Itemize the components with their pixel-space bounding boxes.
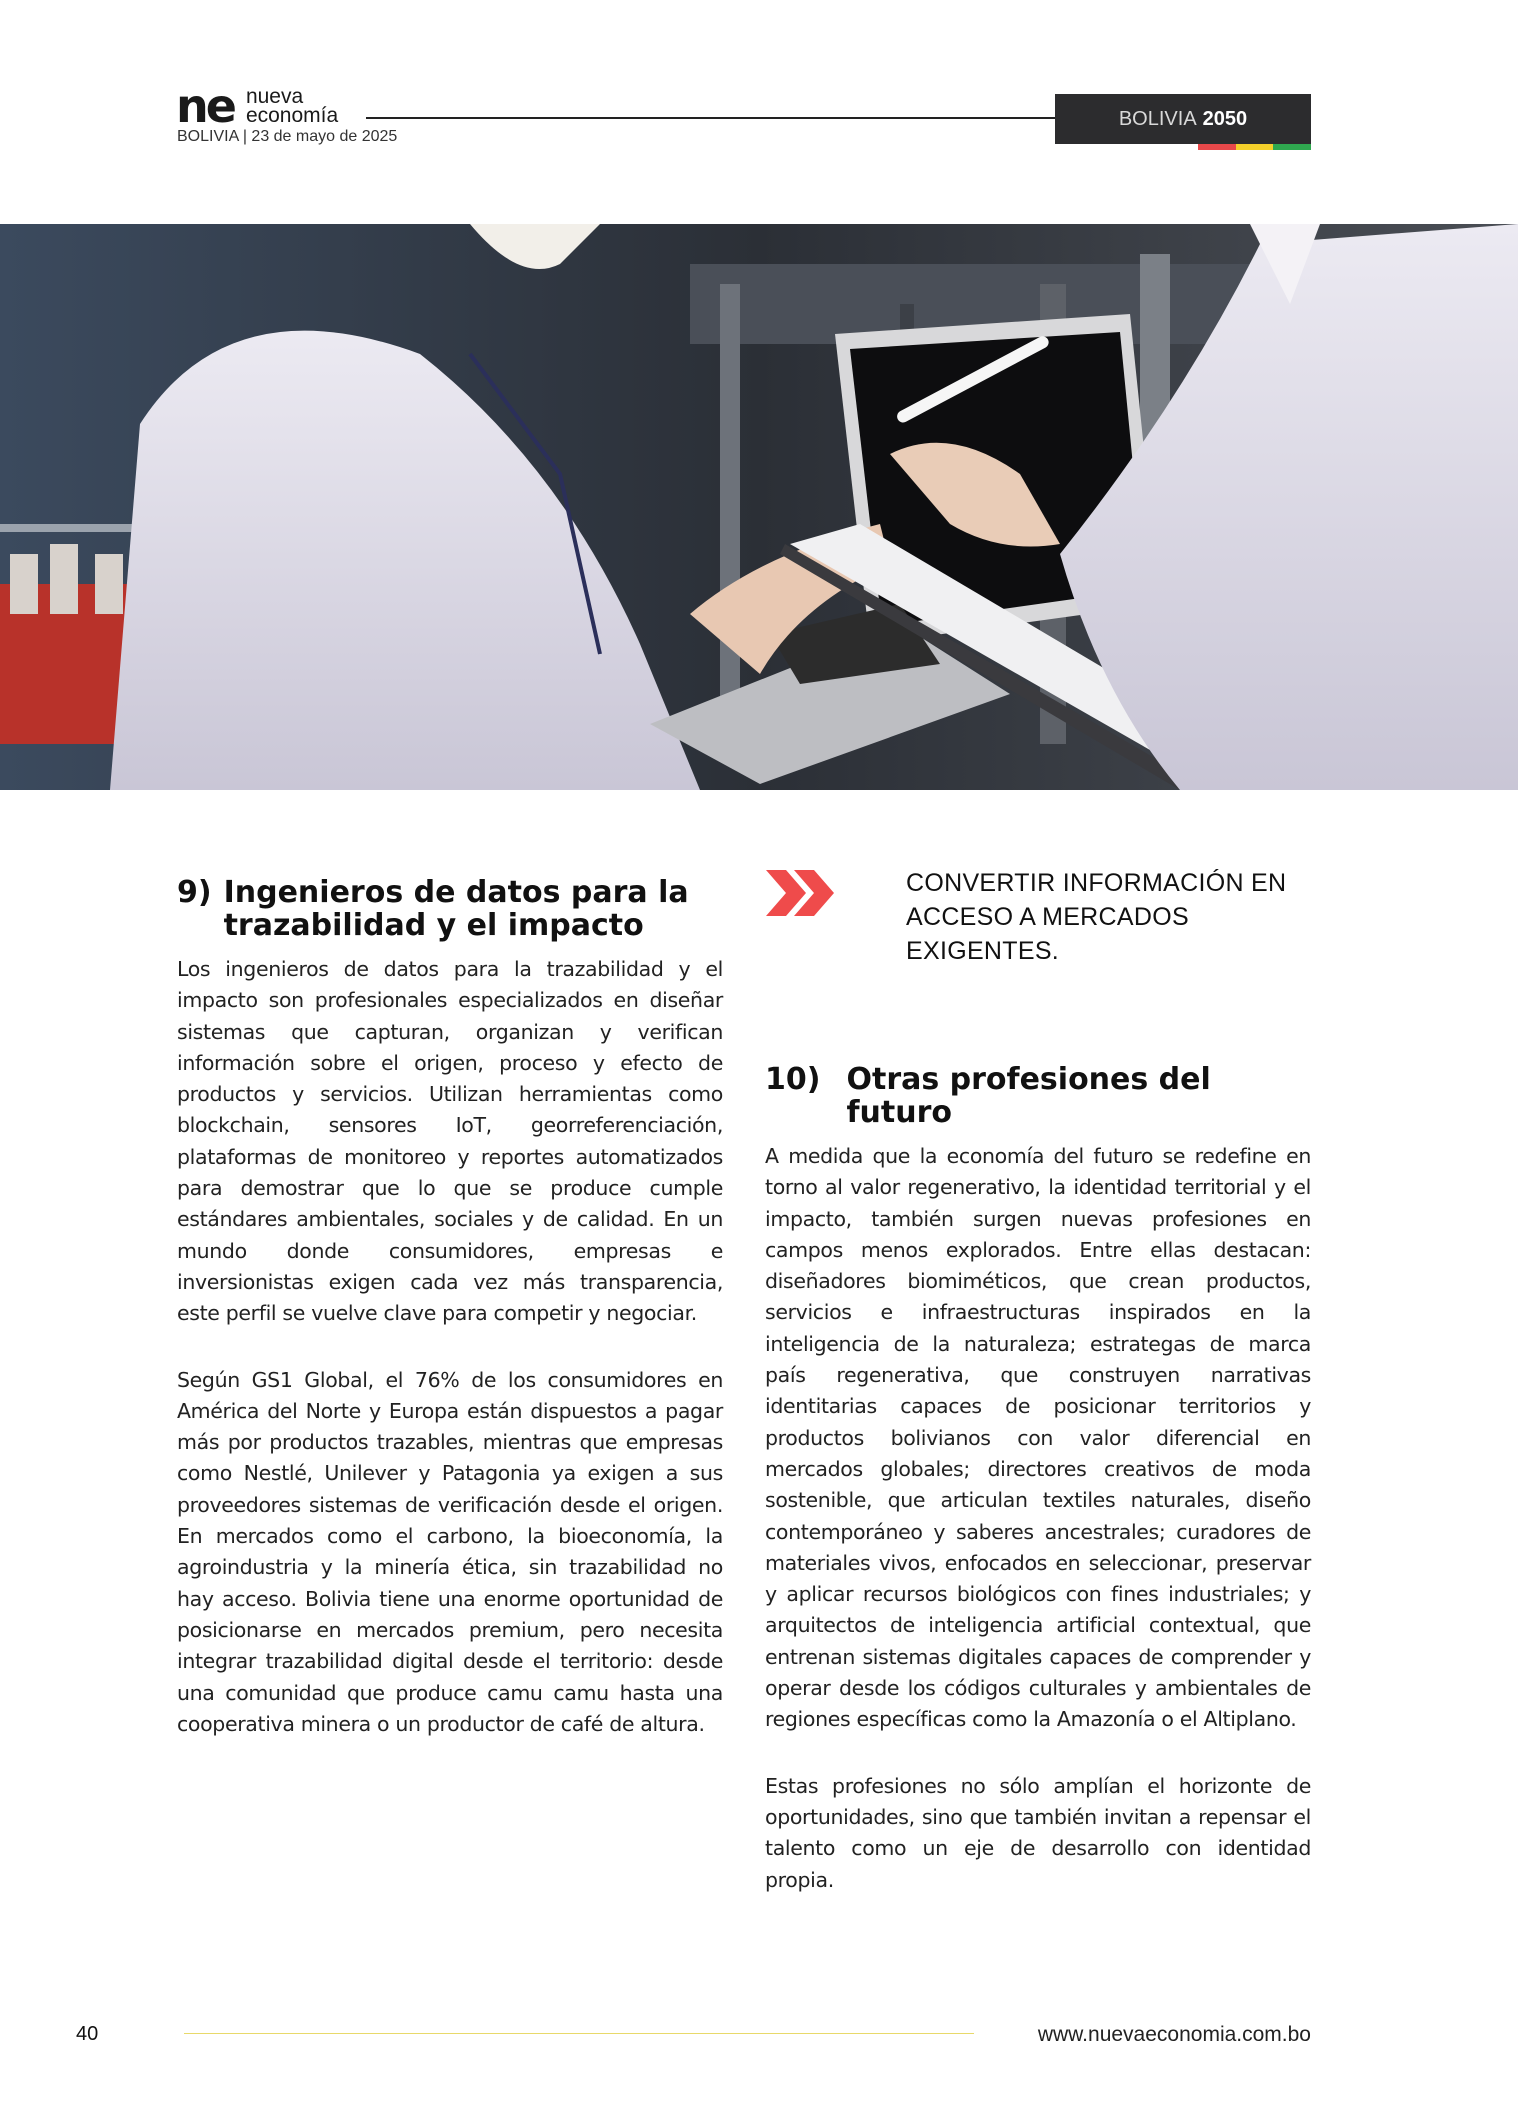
section-10-paragraph-1: A medida que la economía del futuro se redefine en torno al valor regenerativo, la identidad territorial y el impacto, también surgen nuevas profesiones en campos menos explorados. Entre ellas destacan: diseñadores biomiméticos, que crean productos, servicios e infraestructuras inspirados en la inteligencia de la naturaleza; estrategas de marca país regenerativa, que construyen narrativas identitarias capaces de posicionar territorios y productos bolivianos con valor diferencial en mercados globales; directores creativos de moda sostenible, que articulan textiles naturales, diseño contemporáneo y saberes ancestrales; curadores de materiales vivos, enfocados en seleccionar, preservar y aplicar recursos biológicos con fines industriales; y arquitectos de inteligencia artificial contextual, que entrenan sistemas digitales capaces de comprender y operar desde los códigos culturales y ambientales de regiones específicas como la Amazonía o el Altiplano.: [765, 1144, 1311, 1732]
section-9-body: [177, 954, 723, 1740]
pull-quote: [766, 866, 1311, 966]
flag-stripe: [1198, 144, 1311, 150]
section-9: [177, 876, 723, 1740]
badge-year: 2050: [1202, 107, 1248, 130]
logo-wordmark: [246, 87, 338, 126]
logo-line-1: nueva: [245, 85, 304, 108]
double-chevron-icon: [766, 870, 836, 916]
flag-green: [1273, 144, 1311, 150]
logo-line-2: economía: [245, 104, 339, 127]
section-10-paragraph-2: Estas profesiones no sólo amplían el horizonte de oportunidades, sino que también invitan a repensar el talento como un eje de desarrollo con identidad propia.: [765, 1773, 1311, 1892]
badge-text: BOLIVIA: [1118, 107, 1197, 130]
section-10-title: Otras profesiones del futuro: [846, 1062, 1211, 1130]
page-number: 40: [76, 2023, 99, 2045]
lab-workers-photo: [0, 224, 1518, 790]
brand-logo: [176, 79, 339, 133]
section-9-heading: [177, 876, 723, 942]
section-9-number: 9): [177, 875, 212, 910]
footer-divider: [184, 2033, 974, 2034]
section-10-heading: [765, 1063, 1311, 1129]
issue-date: BOLIVIA | 23 de mayo de 2025: [177, 128, 398, 145]
flag-red: [1198, 144, 1236, 150]
pull-quote-text: CONVERTIR INFORMACIÓN EN ACCESO A MERCADOS EXIGENTES.: [906, 869, 1287, 965]
logo-mark: ne: [176, 79, 234, 133]
flag-yellow: [1236, 144, 1274, 150]
section-9-paragraph-2: Según GS1 Global, el 76% de los consumidores en América del Norte y Europa están dispuestos a pagar más por productos trazables, mientras que empresas como Nestlé, Unilever y Patagonia ya exigen a sus proveedores sistemas de verificación desde el origen. En mercados como el carbono, la bioeconomía, la agroindustria y la minería ética, sin trazabilidad no hay acceso. Bolivia tiene una enorme oportunidad de posicionarse en mercados premium, pero necesita integrar trazabilidad digital desde el territorio: desde una comunidad que produce camu camu hasta una cooperativa minera o un productor de café de altura.: [177, 1367, 723, 1736]
section-10-number: 10): [765, 1062, 821, 1097]
section-9-title: Ingenieros de datos para la trazabilidad y el impacto: [223, 875, 689, 943]
section-10: [765, 1063, 1311, 1896]
website-link[interactable]: www.nuevaeconomia.com.bo: [1037, 2023, 1311, 2046]
bolivia-2050-badge: [1055, 94, 1311, 144]
section-9-paragraph-1: Los ingenieros de datos para la trazabilidad y el impacto son profesionales especializados en diseñar sistemas que capturan, organizan y verifican información sobre el origen, proceso y efecto de productos y servicios. Utilizan herramientas como blockchain, sensores IoT, georreferenciación, plataformas de monitoreo y reportes automatizados para demostrar que lo que se produce cumple estándares ambientales, sociales y de calidad. En un mundo donde consumidores, empresas e inversionistas exigen cada vez más transparencia, este perfil se vuelve clave para competir y negociar.: [177, 957, 723, 1326]
section-10-body: [765, 1141, 1311, 1896]
header-divider: [366, 117, 1056, 119]
